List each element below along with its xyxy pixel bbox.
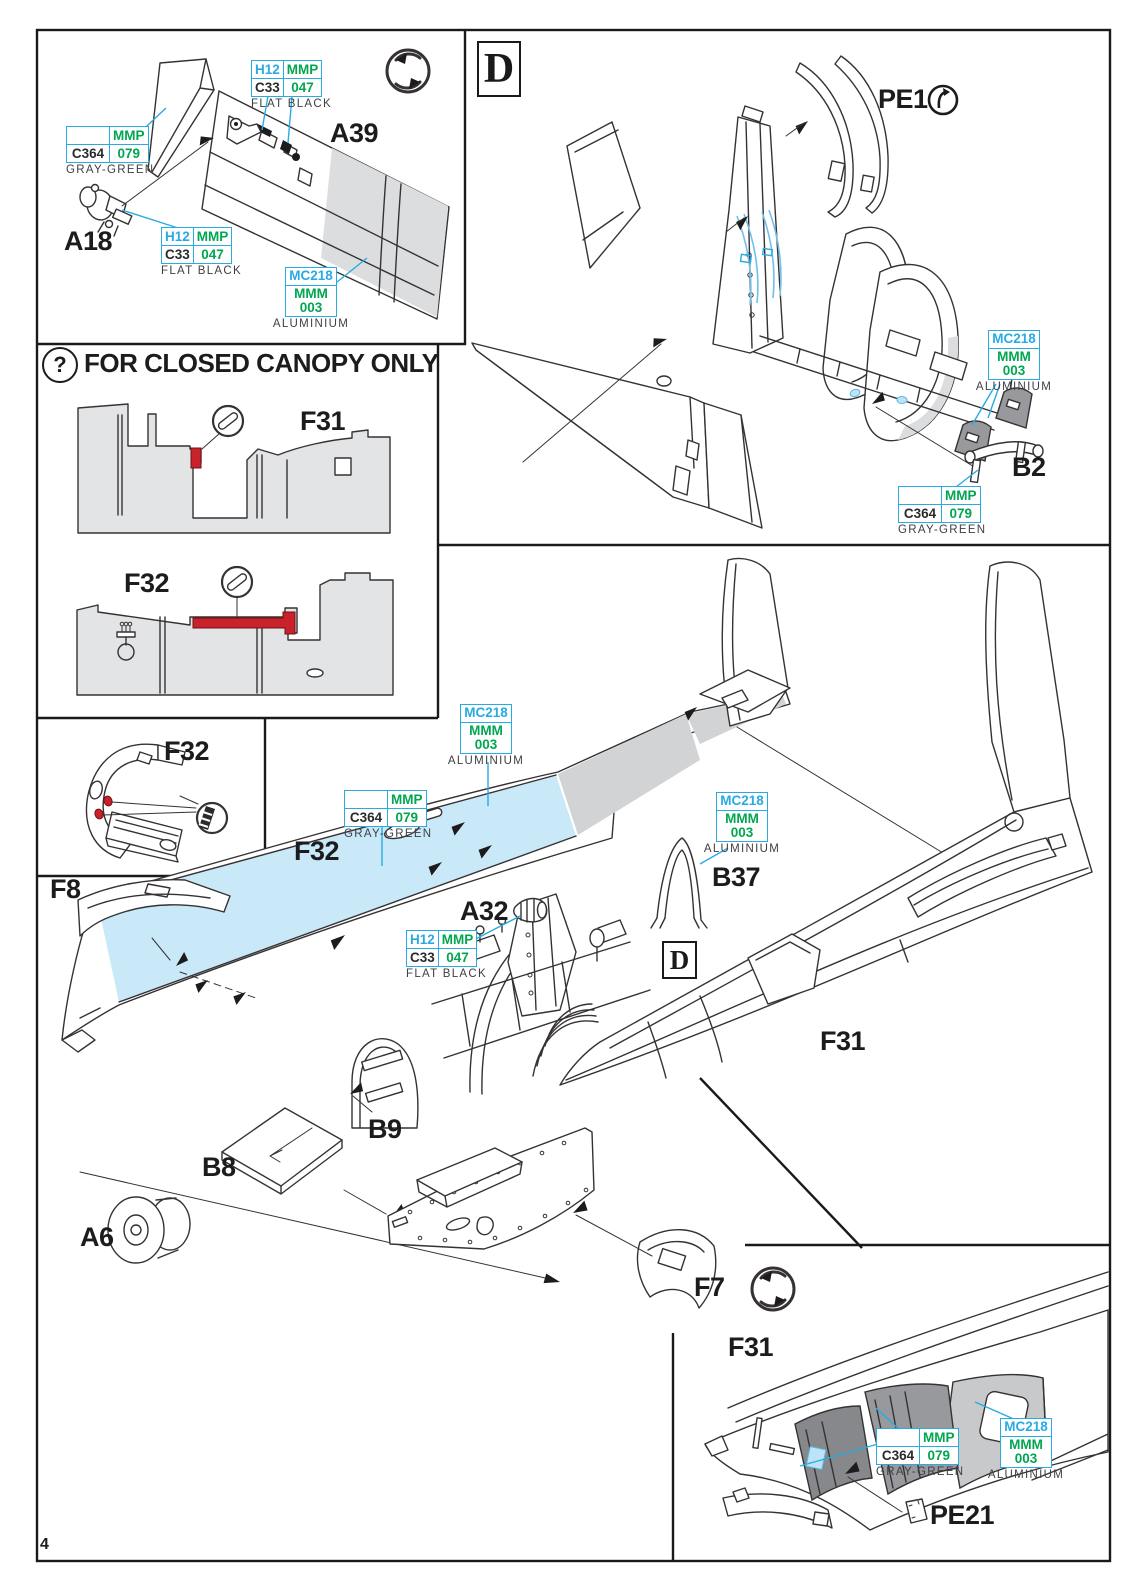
paint-code: MMP xyxy=(438,931,477,949)
f31-red-highlight xyxy=(191,448,201,468)
paint-code: MC218 xyxy=(285,267,337,286)
paint-code xyxy=(345,791,388,809)
paint-code xyxy=(67,127,110,145)
part-label-b2: B2 xyxy=(1012,452,1046,482)
paint-code: 047 xyxy=(193,246,232,264)
paint-code: 003 xyxy=(1014,1451,1038,1466)
scrape-icon xyxy=(222,567,252,616)
paint-code: MC218 xyxy=(716,792,768,811)
part-label-f32-drillbox: F32 xyxy=(164,736,210,766)
paint-code: H12 xyxy=(162,228,194,246)
paint-code: MMM xyxy=(1009,1437,1043,1452)
paint-code: MMP xyxy=(283,61,322,79)
paint-code: MMP xyxy=(942,487,981,505)
question-icon xyxy=(42,347,78,383)
paint-code: 003 xyxy=(730,825,754,840)
paint-code: 079 xyxy=(942,505,981,523)
paint-name: FLAT BLACK xyxy=(161,265,242,277)
paint-code xyxy=(877,1429,920,1447)
f31-nose-inset-art xyxy=(705,1272,1108,1530)
paint-code: MMM xyxy=(294,286,328,301)
paint-code: MMM xyxy=(469,723,503,738)
paint-name: FLAT BLACK xyxy=(406,968,487,980)
question-mark: ? xyxy=(53,352,67,377)
paint-name: ALUMINIUM xyxy=(975,381,1053,393)
paint-callout-gray-green xyxy=(344,790,432,840)
paint-name: ALUMINIUM xyxy=(447,755,525,767)
view-badge-d xyxy=(477,41,521,97)
paint-code: MC218 xyxy=(460,704,512,723)
paint-code: 047 xyxy=(283,79,322,97)
paint-callout-gray-green xyxy=(898,486,986,536)
part-label-pe1: PE1 xyxy=(878,84,928,114)
part-label-a32: A32 xyxy=(460,896,509,926)
paint-callout-aluminium xyxy=(975,330,1053,393)
paint-code: C364 xyxy=(877,1447,920,1465)
drill-icon xyxy=(197,803,227,833)
paint-callout-aluminium xyxy=(272,267,350,330)
part-label-f8: F8 xyxy=(50,874,81,904)
paint-name: ALUMINIUM xyxy=(703,843,781,855)
paint-name: GRAY-GREEN xyxy=(876,1466,965,1478)
paint-code: MMP xyxy=(920,1429,959,1447)
paint-callout-flat-black xyxy=(406,930,487,980)
a32-part xyxy=(514,899,547,922)
part-label-f7: F7 xyxy=(694,1272,725,1302)
part-label-f31-main: F31 xyxy=(820,1026,866,1056)
rotate-icon xyxy=(752,1268,794,1310)
paint-callout-gray-green xyxy=(876,1428,964,1478)
armor-plate-part xyxy=(148,59,214,177)
pe21-location-patch xyxy=(806,1447,826,1470)
paint-code: C364 xyxy=(899,505,942,523)
part-label-a6: A6 xyxy=(80,1222,114,1252)
pe1-strap-parts xyxy=(796,56,888,217)
scrape-icon xyxy=(202,406,243,449)
view-badge-d-main xyxy=(662,941,697,979)
d-view-art xyxy=(472,56,1043,528)
paint-code: MMM xyxy=(725,811,759,826)
bend-icon xyxy=(926,83,960,117)
paint-code: MMP xyxy=(110,127,149,145)
paint-code: 079 xyxy=(920,1447,959,1465)
paint-name: GRAY-GREEN xyxy=(898,524,987,536)
paint-callout-aluminium xyxy=(987,1418,1065,1481)
paint-callout-flat-black xyxy=(161,227,242,277)
view-letter: D xyxy=(483,46,515,92)
paint-code: 003 xyxy=(299,300,323,315)
part-label-b37: B37 xyxy=(712,862,761,892)
b8-part xyxy=(222,1108,342,1194)
f31-tail-fin xyxy=(986,562,1070,812)
part-label-f31-canopybox: F31 xyxy=(300,406,346,436)
closed-canopy-sections xyxy=(77,404,393,695)
part-label-b8: B8 xyxy=(202,1152,236,1182)
paint-name: GRAY-GREEN xyxy=(344,828,433,840)
closed-canopy-title: FOR CLOSED CANOPY ONLY xyxy=(84,348,439,378)
part-label-pe21: PE21 xyxy=(930,1500,995,1530)
paint-code: C33 xyxy=(252,79,284,97)
part-label-a39: A39 xyxy=(330,118,379,148)
paint-code: MMP xyxy=(193,228,232,246)
paint-code: 003 xyxy=(474,737,498,752)
paint-code: H12 xyxy=(252,61,284,79)
paint-name: GRAY-GREEN xyxy=(66,164,155,176)
paint-callout-flat-black xyxy=(251,60,332,110)
paint-callout-gray-green xyxy=(66,126,154,176)
windscreen-frame-part xyxy=(567,122,640,268)
paint-callout-aluminium xyxy=(703,792,781,855)
paint-code: C33 xyxy=(162,246,194,264)
paint-code: MMM xyxy=(997,349,1031,364)
paint-code: MMP xyxy=(388,791,427,809)
a6-part xyxy=(108,1197,190,1263)
nose-panel-part xyxy=(388,1128,594,1249)
page-number: 4 xyxy=(40,1536,49,1553)
paint-name: FLAT BLACK xyxy=(251,98,332,110)
part-label-f32-main: F32 xyxy=(294,836,340,866)
part-label-f31-inset: F31 xyxy=(728,1332,774,1362)
paint-name: ALUMINIUM xyxy=(272,318,350,330)
b37-part xyxy=(651,838,707,928)
paint-code: 003 xyxy=(1002,363,1026,378)
part-label-f32-canopybox: F32 xyxy=(124,568,170,598)
paint-code: MC218 xyxy=(988,330,1040,349)
paint-code: C364 xyxy=(345,809,388,827)
paint-code: MC218 xyxy=(1000,1418,1052,1437)
seat-back-frame xyxy=(713,117,783,353)
part-label-b9: B9 xyxy=(368,1114,402,1144)
paint-code: H12 xyxy=(407,931,439,949)
paint-code: 047 xyxy=(438,949,477,967)
paint-code: C33 xyxy=(407,949,439,967)
paint-code: 079 xyxy=(110,145,149,163)
paint-code xyxy=(899,487,942,505)
view-letter: D xyxy=(669,944,690,975)
paint-callout-aluminium xyxy=(447,704,525,767)
paint-code: 079 xyxy=(388,809,427,827)
part-label-a18: A18 xyxy=(64,226,113,256)
paint-code: C364 xyxy=(67,145,110,163)
paint-name: ALUMINIUM xyxy=(987,1469,1065,1481)
rotate-icon xyxy=(387,50,429,92)
